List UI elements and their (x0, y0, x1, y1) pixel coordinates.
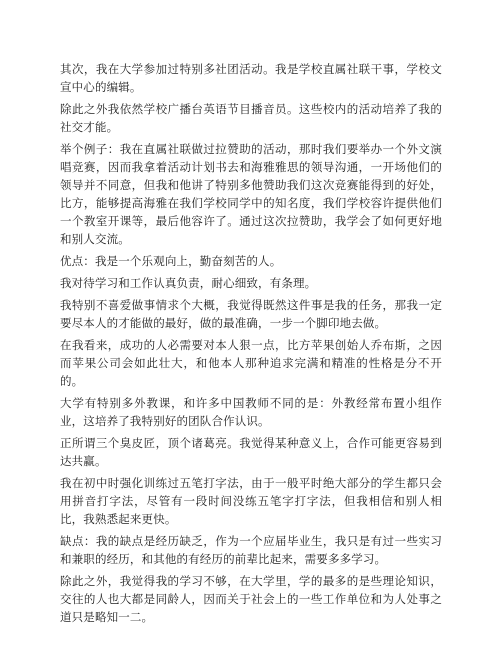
paragraph-success-view: 在我看来，成功的人必需要对本人狠一点，比方苹果创始人乔布斯，之因而苹果公司会如此壮大，和他本人那种追求完满和精准的性格是分不开的。 (60, 338, 442, 388)
paragraph-club-activities: 其次，我在大学参加过特别多社团活动。我是学校直属社联干事，学校文宣中心的编辑。 (60, 62, 442, 94)
paragraph-sponsorship-example: 举个例子：我在直属社联做过拉赞助的活动，那时我们要举办一个外文演唱竞赛，因而我拿着活动计划书去和海雅雅思的领导沟通，一开场他们的领导并不同意，但我和他讲了特别多他赞助我们这次竞赛能得到的好处，比方，能够提高海雅在我们学校同学中的知名度，我们学校容许提供他们一个教室开课等，最后他容许了。通过这次拉赞助，我学会了如何更好地和别人交流。 (60, 142, 442, 246)
paragraph-weaknesses: 缺点：我的缺点是经历缺乏，作为一个应届毕业生，我只是有过一些实习和兼职的经历，和其他的有经历的前辈比起来，需要多多学习。 (60, 534, 442, 566)
paragraph-limited-knowledge: 除此之外，我觉得我的学习不够，在大学里，学的最多的是些理论知识，交往的人也大都是同龄人，因而关于社会上的一些工作单位和为人处事之道只是略知一二。 (60, 574, 442, 624)
paragraph-teamwork: 大学有特别多外教课，和许多中国教师不同的是：外教经常布置小组作业，这培养了我特别好的团队合作认识。 (60, 396, 442, 428)
paragraph-attitude: 我对待学习和工作认真负责，耐心细致，有条理。 (60, 276, 317, 290)
paragraph-radio-host: 除此之外我依然学校广播台英语节目播音员。这些校内的活动培养了我的社交才能。 (60, 102, 442, 134)
paragraph-strengths: 优点：我是一个乐观向上，勤奋刻苦的人。 (60, 254, 282, 268)
paragraph-thoroughness: 我特别不喜爱做事情求个大概，我觉得既然这件事是我的任务，那我一定要尽本人的才能做的最好，做的最准确，一步一个脚印地去做。 (60, 298, 442, 330)
paragraph-typing-skill: 我在初中时强化训练过五笔打字法，由于一般平时绝大部分的学生都只会用拼音打字法，尽管有一段时间没练五笔字打字法，但我相信和别人相比，我熟悉起来更快。 (60, 476, 442, 526)
paragraph-cooperation: 正所谓三个臭皮匠，顶个诸葛亮。我觉得某种意义上，合作可能更容易到达共赢。 (60, 436, 442, 468)
